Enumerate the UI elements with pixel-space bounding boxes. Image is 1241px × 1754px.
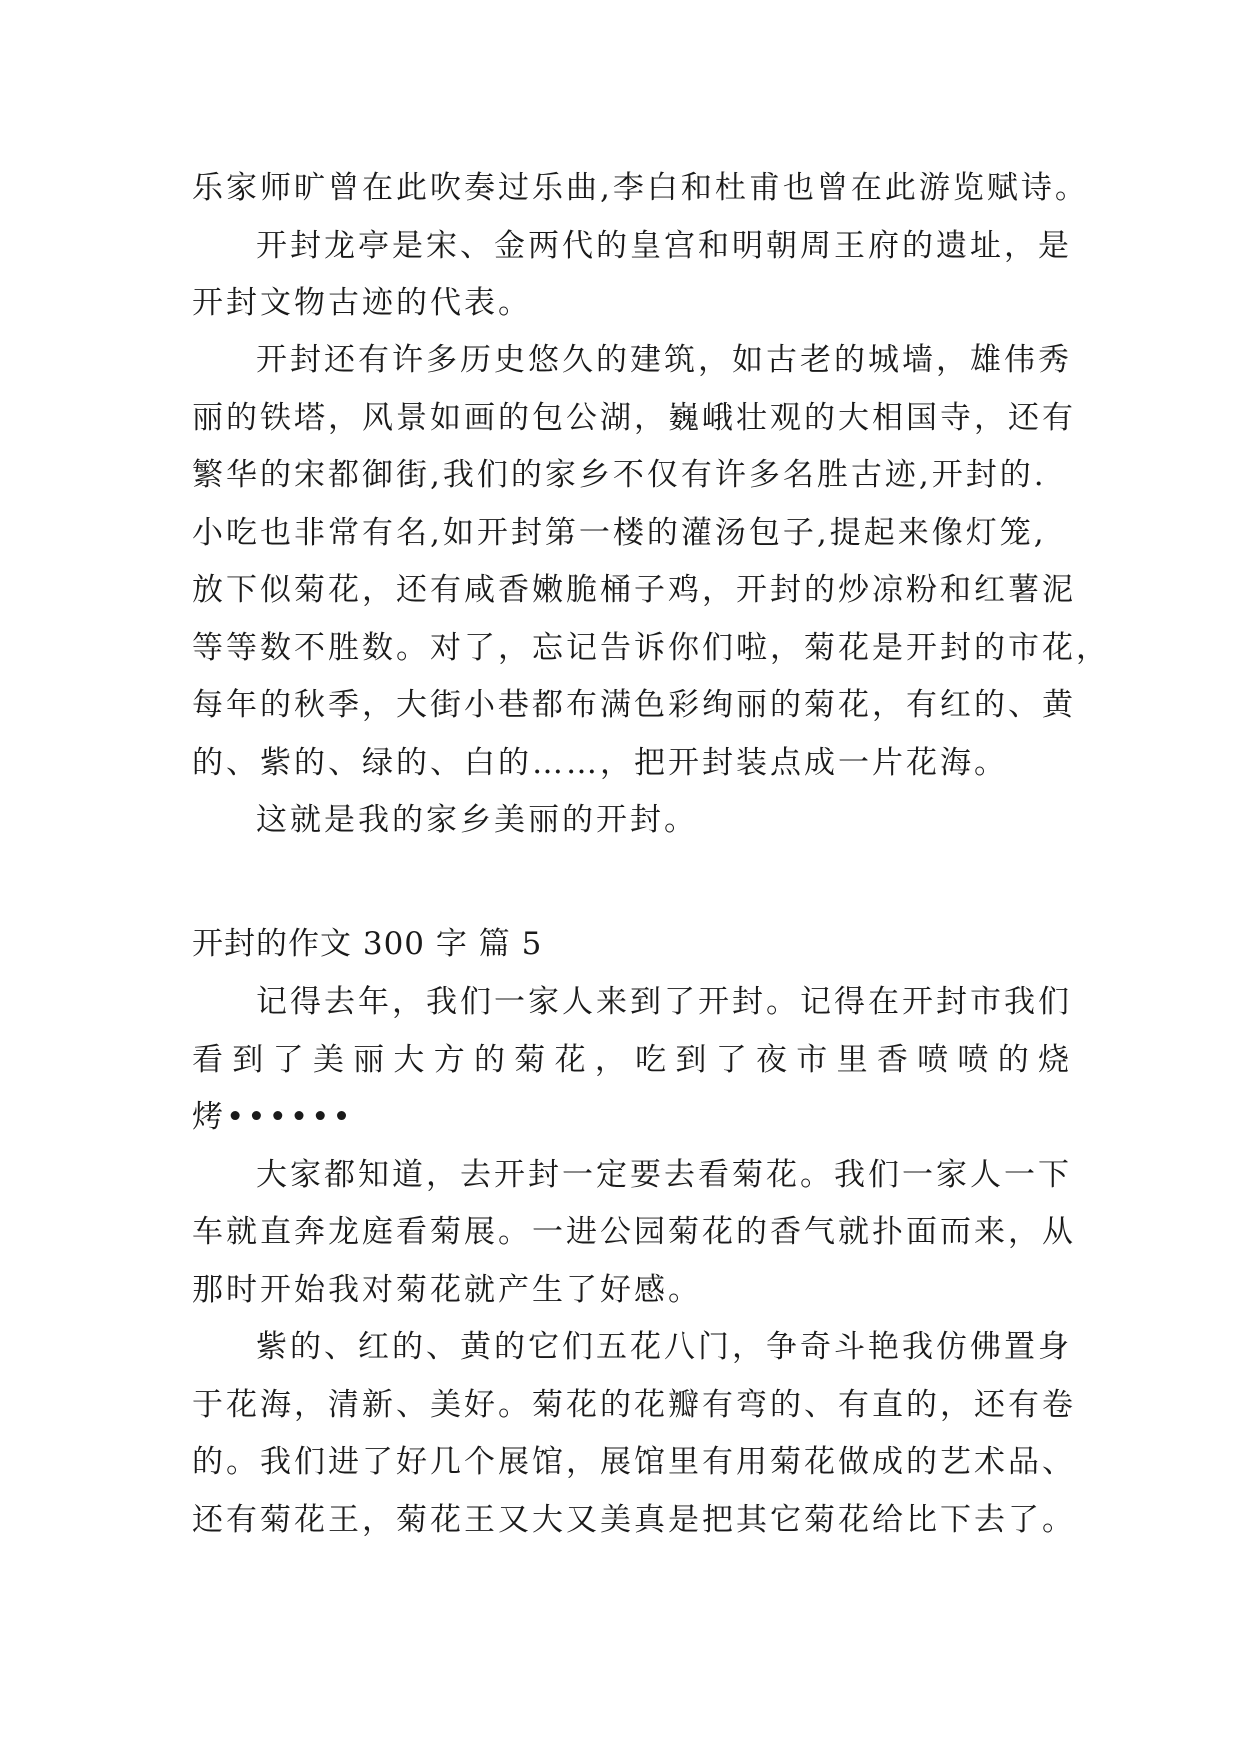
paragraph-line: 看到了美丽大方的菊花，吃到了夜市里香喷喷的烧 [192,1042,1072,1078]
paragraph-line: 烤•••••• [192,1099,354,1135]
paragraph-line: 每年的秋季，大街小巷都布满色彩绚丽的菊花，有红的、黄 [192,687,1076,723]
paragraph-line: 等等数不胜数。对了，忘记告诉你们啦，菊花是开封的市花， [192,630,1110,666]
paragraph-line: 车就直奔龙庭看菊展。一进公园菊花的香气就扑面而来，从 [192,1214,1076,1250]
paragraph-line: 那时开始我对菊花就产生了好感。 [192,1272,702,1308]
paragraph-line: 的。我们进了好几个展馆，展馆里有用菊花做成的艺术品、 [192,1444,1076,1480]
paragraph-line: 记得去年，我们一家人来到了开封。记得在开封市我们 [256,984,1072,1020]
paragraph-line: 放下似菊花，还有咸香嫩脆桶子鸡，开封的炒凉粉和红薯泥 [192,572,1076,608]
paragraph-line: 的、紫的、绿的、白的……，把开封装点成一片花海。 [192,745,1008,781]
paragraph-line: 开封文物古迹的代表。 [192,285,532,321]
paragraph-line: 于花海，清新、美好。菊花的花瓣有弯的、有直的，还有卷 [192,1387,1076,1423]
paragraph-line: 小吃也非常有名,如开封第一楼的灌汤包子,提起来像灯笼, [192,515,1047,551]
paragraph-line: 大家都知道，去开封一定要去看菊花。我们一家人一下 [256,1157,1072,1193]
paragraph-line: 乐家师旷曾在此吹奏过乐曲,李白和杜甫也曾在此游览赋诗。 [192,170,1089,206]
paragraph-line: 这就是我的家乡美丽的开封。 [256,802,698,838]
paragraph-line: 开封还有许多历史悠久的建筑，如古老的城墙，雄伟秀 [256,342,1072,378]
section-heading: 开封的作文 300 字 篇 5 [192,926,543,962]
paragraph-line: 开封龙亭是宋、金两代的皇宫和明朝周王府的遗址，是 [256,228,1072,264]
paragraph-line: 繁华的宋都御街,我们的家乡不仅有许多名胜古迹,开封的. [192,457,1047,493]
paragraph-line: 丽的铁塔，风景如画的包公湖，巍峨壮观的大相国寺，还有 [192,400,1076,436]
paragraph-line: 紫的、红的、黄的它们五花八门，争奇斗艳我仿佛置身 [256,1329,1072,1365]
paragraph-line: 还有菊花王，菊花王又大又美真是把其它菊花给比下去了。 [192,1502,1076,1538]
